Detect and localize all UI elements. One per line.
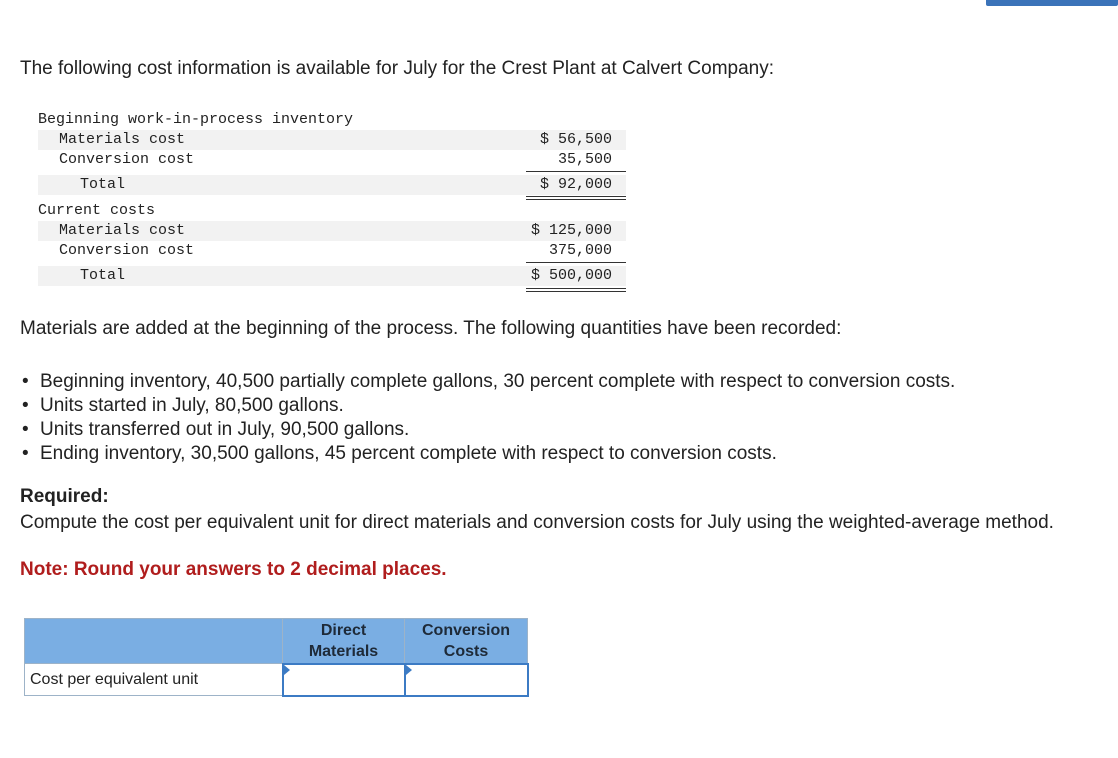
beg-total-label: Total [80, 176, 126, 193]
bullet-icon: • [22, 443, 29, 464]
cur-materials-row [38, 221, 626, 241]
input-flag-icon [406, 665, 412, 675]
list-item [20, 442, 955, 466]
cur-total-underline-1 [526, 288, 626, 289]
list-item [20, 418, 955, 442]
cur-materials-value: $ 125,000 [530, 222, 612, 239]
beg-subtotal-underline [526, 171, 626, 172]
direct-materials-cell[interactable] [283, 664, 405, 696]
beg-total-value: $ 92,000 [539, 176, 612, 193]
cur-materials-label: Materials cost [59, 222, 186, 239]
header-conversion-costs-line1: Conversion [421, 621, 510, 639]
beg-materials-label: Materials cost [59, 131, 186, 148]
answer-table [24, 618, 529, 697]
current-heading-row [38, 201, 626, 221]
bullet-icon: • [22, 419, 29, 440]
conversion-costs-cell[interactable] [405, 664, 528, 696]
header-direct-materials [283, 619, 405, 664]
header-empty-cell [25, 619, 283, 664]
cur-conversion-row [38, 241, 626, 261]
cur-total-row [38, 266, 626, 286]
beg-total-underline-1 [526, 196, 626, 197]
beg-materials-value: $ 56,500 [539, 131, 612, 148]
materials-paragraph: Materials are added at the beginning of the process. The following quantities have been recorded: [20, 318, 842, 339]
table-row [25, 664, 528, 696]
row-label-cost-per-equivalent-unit: Cost per equivalent unit [25, 664, 283, 696]
intro-text: The following cost information is available for July for the Crest Plant at Calvert Company: [20, 58, 774, 79]
beg-conversion-label: Conversion cost [59, 151, 195, 168]
input-flag-icon [284, 665, 290, 675]
beg-total-row [38, 175, 626, 195]
beg-conversion-row [38, 150, 626, 170]
list-item [20, 370, 955, 394]
list-item-text: Units transferred out in July, 90,500 gallons. [40, 419, 410, 440]
note-text: Note: Round your answers to 2 decimal places. [20, 559, 447, 580]
beg-materials-row [38, 130, 626, 150]
beginning-heading: Beginning work-in-process inventory [38, 111, 354, 128]
bullet-icon: • [22, 395, 29, 416]
cur-total-value: $ 500,000 [530, 267, 612, 284]
required-label: Required: [20, 486, 109, 507]
cur-total-label: Total [80, 267, 126, 284]
conversion-costs-input[interactable] [406, 665, 527, 695]
cur-conversion-value: 375,000 [548, 242, 612, 259]
list-item-text: Beginning inventory, 40,500 partially complete gallons, 30 percent complete with respect to conversion costs. [40, 371, 956, 392]
bullet-icon: • [22, 371, 29, 392]
cur-subtotal-underline [526, 262, 626, 263]
top-progress-bar [986, 0, 1118, 6]
cur-total-underline-2 [526, 291, 626, 292]
beg-total-underline-2 [526, 199, 626, 200]
list-item [20, 394, 955, 418]
answer-header-row [25, 619, 528, 664]
header-direct-materials-line1: Direct [320, 621, 367, 639]
task-text: Compute the cost per equivalent unit for direct materials and conversion costs for July using the weighted-average method. [20, 512, 1054, 533]
list-item-text: Units started in July, 80,500 gallons. [40, 395, 344, 416]
header-conversion-costs-line2: Costs [443, 642, 489, 660]
cur-conversion-label: Conversion cost [59, 242, 195, 259]
beginning-heading-row [38, 110, 626, 130]
beg-conversion-value: 35,500 [557, 151, 612, 168]
header-direct-materials-line2: Materials [308, 642, 379, 660]
quantities-list [20, 370, 955, 466]
current-heading: Current costs [38, 202, 156, 219]
direct-materials-input[interactable] [284, 665, 404, 695]
list-item-text: Ending inventory, 30,500 gallons, 45 percent complete with respect to conversion costs. [40, 443, 777, 464]
header-conversion-costs [405, 619, 528, 664]
